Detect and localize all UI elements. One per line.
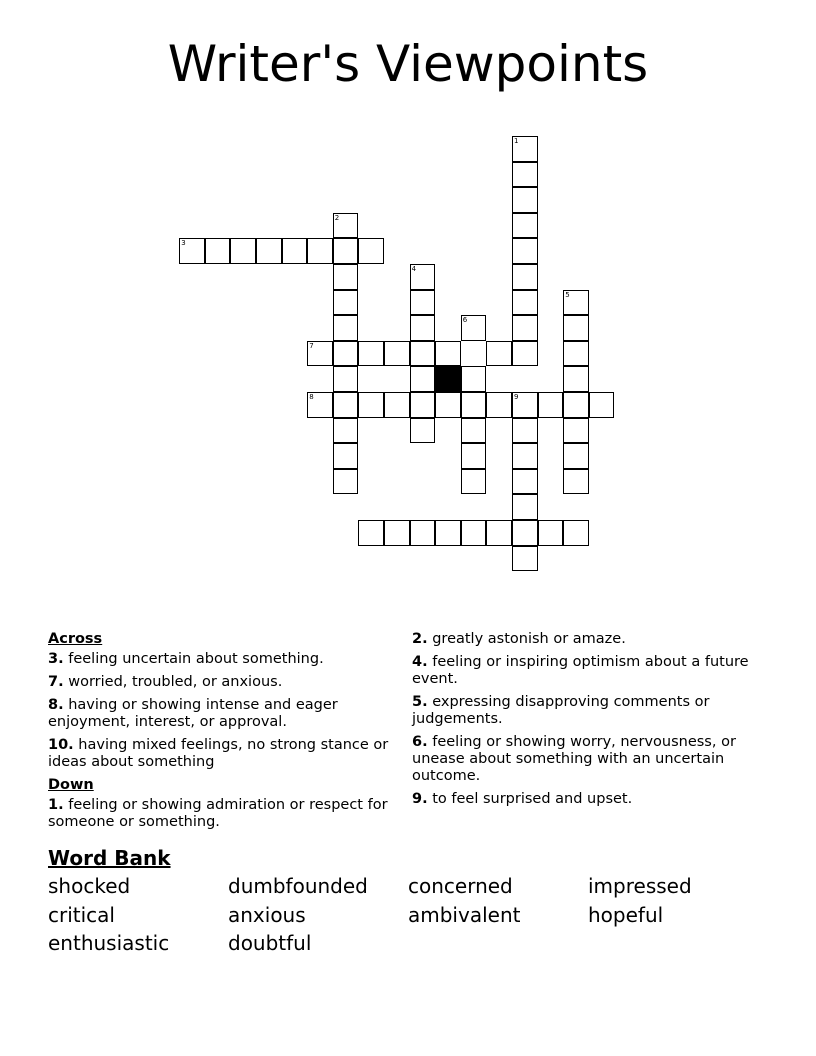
word-bank-word: dumbfounded bbox=[228, 874, 368, 898]
clue-text: feeling or showing admiration or respect for someone or something. bbox=[48, 797, 388, 830]
clue-down-2 bbox=[412, 631, 777, 648]
grid-cell[interactable] bbox=[512, 392, 538, 418]
clue-number-label: 1 bbox=[514, 137, 519, 145]
grid-cell[interactable] bbox=[512, 469, 538, 495]
grid-cell[interactable] bbox=[461, 469, 487, 495]
word-bank-word: critical bbox=[48, 903, 115, 927]
clues-right-column bbox=[412, 631, 777, 814]
grid-cell[interactable] bbox=[282, 238, 308, 264]
grid-cell[interactable] bbox=[307, 238, 333, 264]
grid-cell[interactable] bbox=[358, 392, 384, 418]
clue-text: worried, troubled, or anxious. bbox=[68, 674, 283, 690]
grid-cell[interactable] bbox=[486, 392, 512, 418]
grid-cell[interactable] bbox=[512, 264, 538, 290]
grid-cell[interactable] bbox=[461, 418, 487, 444]
across-heading: Across bbox=[48, 631, 103, 647]
grid-cell[interactable] bbox=[512, 443, 538, 469]
grid-cell[interactable] bbox=[589, 392, 615, 418]
clue-number-label: 7 bbox=[309, 341, 314, 350]
clue-text: to feel surprised and upset. bbox=[432, 791, 633, 807]
clue-number-label: 9 bbox=[514, 393, 519, 401]
grid-cell[interactable] bbox=[512, 213, 538, 239]
clue-number-label: 3 bbox=[181, 239, 186, 248]
clue-number: 7. bbox=[48, 674, 64, 690]
grid-cell[interactable] bbox=[333, 392, 359, 418]
grid-cell[interactable] bbox=[486, 341, 512, 367]
grid-cell[interactable] bbox=[384, 341, 410, 367]
grid-cell[interactable] bbox=[333, 213, 359, 239]
grid-cell[interactable] bbox=[563, 418, 589, 444]
grid-cell[interactable] bbox=[563, 315, 589, 341]
clue-number-label: 5 bbox=[565, 290, 570, 299]
word-bank-word: concerned bbox=[408, 874, 513, 898]
grid-cell[interactable] bbox=[384, 520, 410, 546]
grid-cell[interactable] bbox=[512, 418, 538, 444]
grid-cell[interactable] bbox=[307, 392, 333, 418]
grid-cell[interactable] bbox=[333, 290, 359, 316]
clue-text: feeling or showing worry, nervousness, or unease about something with an uncertain outcome. bbox=[412, 734, 736, 784]
clue-number-label: 8 bbox=[309, 393, 314, 401]
clue-number-label: 2 bbox=[334, 213, 340, 222]
grid-cell[interactable] bbox=[358, 238, 384, 264]
grid-cell[interactable] bbox=[461, 315, 487, 341]
grid-cell[interactable] bbox=[333, 341, 359, 367]
clue-down-6 bbox=[412, 734, 777, 785]
clue-across-10 bbox=[48, 737, 398, 771]
grid-cell[interactable] bbox=[410, 366, 436, 392]
grid-cell[interactable] bbox=[333, 366, 359, 392]
grid-cell[interactable] bbox=[512, 520, 538, 546]
grid-cell[interactable] bbox=[333, 264, 359, 290]
grid-cell[interactable] bbox=[307, 341, 333, 367]
grid-cell[interactable] bbox=[435, 341, 461, 367]
clue-across-7 bbox=[48, 674, 398, 691]
grid-cell[interactable] bbox=[563, 520, 589, 546]
grid-cell[interactable] bbox=[512, 162, 538, 188]
grid-cell[interactable] bbox=[333, 469, 359, 495]
clue-text: expressing disapproving comments or judgements. bbox=[412, 694, 710, 727]
clue-down-5 bbox=[412, 694, 777, 728]
grid-cell[interactable] bbox=[512, 290, 538, 316]
grid-cell[interactable] bbox=[461, 443, 487, 469]
grid-cell[interactable] bbox=[333, 418, 359, 444]
grid-cell[interactable] bbox=[512, 136, 538, 162]
clue-across-3 bbox=[48, 651, 398, 668]
grid-cell[interactable] bbox=[435, 520, 461, 546]
grid-cell[interactable] bbox=[333, 238, 359, 264]
clue-down-1 bbox=[48, 797, 398, 831]
grid-cell[interactable] bbox=[563, 366, 589, 392]
word-bank-word: hopeful bbox=[588, 903, 664, 927]
grid-block-cell bbox=[435, 366, 461, 392]
clue-number: 6. bbox=[412, 734, 428, 750]
word-bank-title: Word Bank bbox=[48, 846, 171, 870]
grid-cell[interactable] bbox=[205, 238, 231, 264]
clue-text: feeling uncertain about something. bbox=[68, 651, 324, 667]
clue-text: feeling or inspiring optimism about a future event. bbox=[412, 654, 749, 687]
word-bank-word: ambivalent bbox=[408, 903, 521, 927]
grid-cell[interactable] bbox=[563, 392, 589, 418]
grid-cell[interactable] bbox=[179, 238, 205, 264]
grid-cell[interactable] bbox=[358, 341, 384, 367]
clue-text: having or showing intense and eager enjoyment, interest, or approval. bbox=[48, 697, 338, 730]
grid-cell[interactable] bbox=[410, 290, 436, 316]
grid-cell[interactable] bbox=[333, 315, 359, 341]
grid-cell[interactable] bbox=[486, 520, 512, 546]
grid-cell[interactable] bbox=[512, 315, 538, 341]
clue-number-label: 4 bbox=[411, 265, 417, 273]
word-bank-word: anxious bbox=[228, 903, 306, 927]
clues-left-column bbox=[48, 631, 398, 837]
grid-cell[interactable] bbox=[538, 392, 564, 418]
grid-cell[interactable] bbox=[358, 520, 384, 546]
grid-cell[interactable] bbox=[563, 290, 589, 316]
clue-number: 2. bbox=[412, 631, 428, 647]
clue-number: 3. bbox=[48, 651, 64, 667]
down-heading: Down bbox=[48, 777, 94, 793]
clue-text: greatly astonish or amaze. bbox=[432, 631, 626, 647]
grid-cell[interactable] bbox=[410, 264, 436, 290]
grid-cell[interactable] bbox=[461, 392, 487, 418]
grid-cell[interactable] bbox=[384, 392, 410, 418]
clue-number: 9. bbox=[412, 791, 428, 807]
clue-text: having mixed feelings, no strong stance or ideas about something bbox=[48, 737, 389, 770]
clue-number-label: 6 bbox=[462, 316, 468, 325]
grid-cell[interactable] bbox=[230, 238, 256, 264]
clue-number: 8. bbox=[48, 697, 64, 713]
clue-down-4 bbox=[412, 654, 777, 688]
clue-number: 1. bbox=[48, 797, 64, 813]
word-bank-word: shocked bbox=[48, 874, 131, 898]
word-bank-word: impressed bbox=[588, 874, 692, 898]
grid-cell[interactable] bbox=[563, 469, 589, 495]
grid-cell[interactable] bbox=[410, 520, 436, 546]
clue-down-9 bbox=[412, 791, 777, 808]
word-bank-word: doubtful bbox=[228, 931, 312, 955]
grid-cell[interactable] bbox=[512, 546, 538, 572]
grid-cell[interactable] bbox=[410, 392, 436, 418]
grid-cell[interactable] bbox=[563, 443, 589, 469]
grid-cell[interactable] bbox=[410, 315, 436, 341]
grid-cell[interactable] bbox=[333, 443, 359, 469]
grid-cell[interactable] bbox=[410, 418, 436, 444]
page-title: Writer's Viewpoints bbox=[167, 35, 649, 93]
grid-cell[interactable] bbox=[538, 520, 564, 546]
grid-cell[interactable] bbox=[435, 392, 461, 418]
word-bank-word: enthusiastic bbox=[48, 931, 170, 955]
grid-cell[interactable] bbox=[461, 366, 487, 392]
grid-cell[interactable] bbox=[512, 494, 538, 520]
clue-number: 10. bbox=[48, 737, 74, 753]
clue-across-8 bbox=[48, 697, 398, 731]
grid-cell[interactable] bbox=[410, 341, 436, 367]
grid-cell[interactable] bbox=[461, 520, 487, 546]
grid-cell[interactable] bbox=[563, 341, 589, 367]
grid-cell[interactable] bbox=[256, 238, 282, 264]
grid-cell[interactable] bbox=[512, 341, 538, 367]
grid-cell[interactable] bbox=[512, 187, 538, 213]
clue-number: 4. bbox=[412, 654, 428, 670]
grid-cell[interactable] bbox=[512, 238, 538, 264]
clue-number: 5. bbox=[412, 694, 428, 710]
